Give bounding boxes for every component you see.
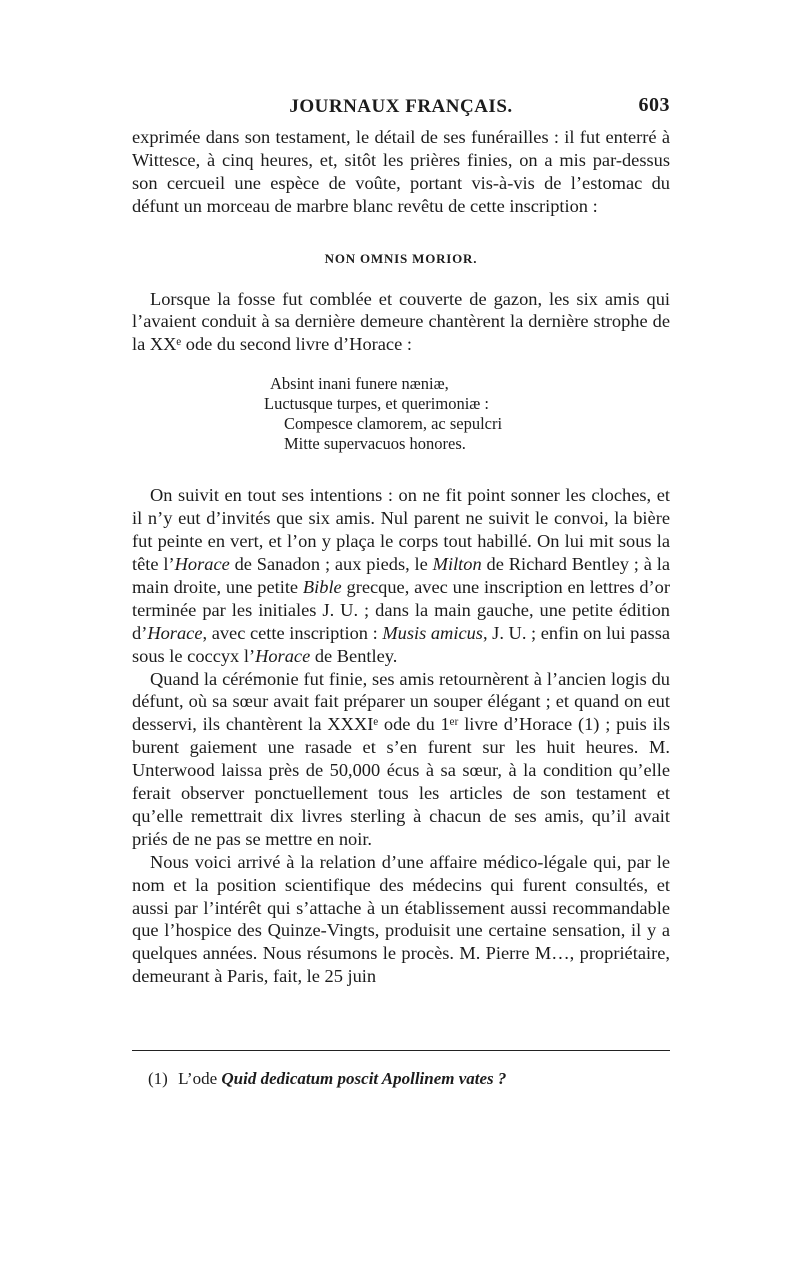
running-title: JOURNAUX FRANÇAIS. xyxy=(289,96,513,117)
verse-line: Luctusque turpes, et querimoniæ : xyxy=(264,394,489,414)
text-run: de Richard Bentley ; à la main droite, une petite xyxy=(132,553,670,597)
text-run: , avec cette inscription : xyxy=(202,622,383,643)
verse-line: Compesce clamorem, ac sepulcri xyxy=(284,414,503,434)
verse-line: Absint inani funere næniæ, xyxy=(270,374,449,394)
footnote-lead: L’ode xyxy=(178,1069,218,1088)
verse-quote xyxy=(264,374,524,454)
text-run: , J. U. ; enfin on lui passa sous le coccyx l’ xyxy=(132,622,671,666)
paragraph-5: Nous voici arrivé à la relation d’une affaire médico-légale qui, par le nom et la position scientifique des médecins qui furent consultés, et aussi par l’intérêt qui s’attache à un établissement aussi recommandable que l’hospice des Quinze-Vingts, produisit une certaine sensation, il y a quelques années. Nous résumons le procès. M. Pierre M…, propriétaire, demeurant à Paris, fait, le 25 juin xyxy=(132,851,670,987)
inscription: NON OMNIS MORIOR. xyxy=(324,250,478,266)
paragraph-1: exprimée dans son testament, le détail de ses funérailles : il fut enterré à Wittesce, à cinq heures, et, sitôt les prières finies, on a mis par-dessus son cercueil une espèce de voûte, portant vis-à-vis de l’estomac du défunt un morceau de marbre blanc revêtu de cette inscription : xyxy=(132,127,670,216)
italic-title: Horace xyxy=(174,553,230,574)
italic-title: Bible xyxy=(302,576,342,597)
italic-title: Horace xyxy=(147,622,203,643)
paragraph-3 xyxy=(132,484,670,667)
italic-title: Milton xyxy=(432,553,482,574)
footnote-quote: Quid dedicatum poscit Apollinem vates ? xyxy=(221,1069,507,1088)
paragraph-4: Quand la cérémonie fut finie, ses amis retournèrent à l’ancien logis du défunt, où sa sœur avait fait préparer un souper élégant ; et quand on eut desservi, ils chantèrent la XXXIᵉ ode du 1ᵉʳ livre d’Horace (1) ; puis ils burent gaiement une rasade et s’en furent sur les huit heures. M. Unterwood laissa près de 50,000 écus à sa sœur, à la condition qu’elle ferait observer ponctuellement tous les articles de son testament et qu’elle remettrait dix livres sterling à chacun de ses amis, qu’il avait priés de ne pas se mettre en noir. xyxy=(132,668,670,849)
footnote-rule xyxy=(132,1050,670,1051)
text-run: de Bentley. xyxy=(310,645,398,666)
footnote xyxy=(148,1068,668,1090)
text-run: grecque, avec une inscription en lettres d’or terminée par les initiales J. U. ; dans la main gauche, une petite édition d’ xyxy=(132,576,671,643)
main-text xyxy=(132,126,670,988)
page-number: 603 xyxy=(638,94,670,116)
text-run: de Sanadon ; aux pieds, le xyxy=(229,553,433,574)
running-head xyxy=(132,96,670,124)
text-run: On suivit en tout ses intentions : on ne fit point sonner les cloches, et il n’y eut d’invités que six amis. Nul parent ne suivit le convoi, la bière fut peinte en vert, et l’on y plaça le corps tout habillé. On lui mit sous la tête l’ xyxy=(132,485,670,574)
italic-inscription: Musis amicus xyxy=(382,622,483,643)
italic-title: Horace xyxy=(255,645,311,666)
paragraph-2: Lorsque la fosse fut comblée et couverte de gazon, les six amis qui l’avaient conduit à sa dernière demeure chantèrent la dernière strophe de la XXᵉ ode du second livre d’Horace : xyxy=(132,288,670,355)
footnote-mark: (1) xyxy=(148,1069,168,1088)
verse-line: Mitte supervacuos honores. xyxy=(284,434,466,454)
